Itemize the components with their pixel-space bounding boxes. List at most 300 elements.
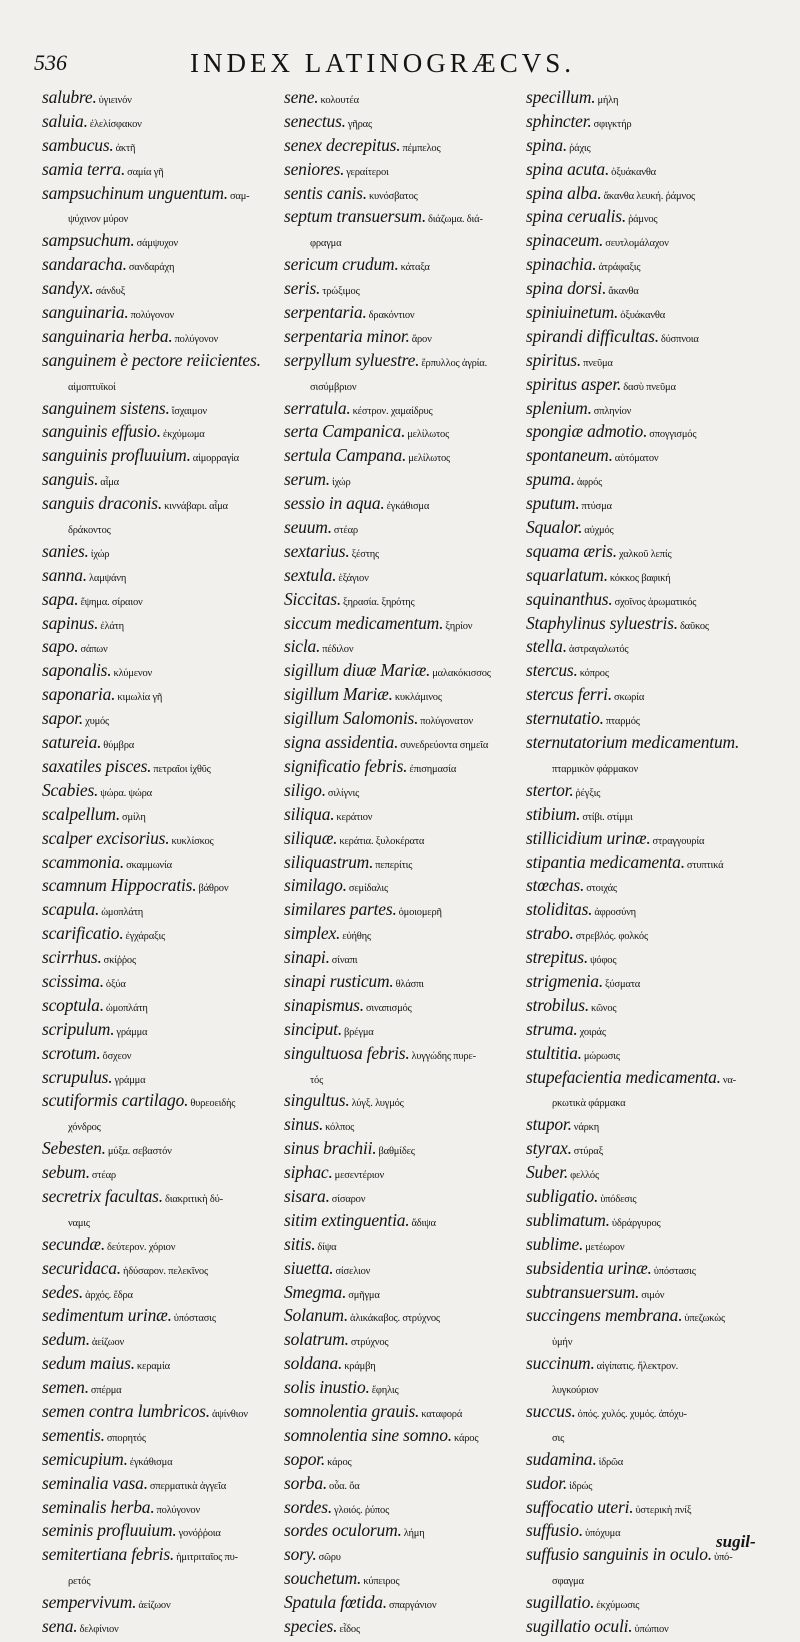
index-entry bbox=[42, 1472, 282, 1496]
greek-term: ἀτράφαξις bbox=[598, 262, 641, 274]
index-entry bbox=[42, 253, 282, 277]
latin-term: saluia. bbox=[42, 110, 88, 131]
index-entry bbox=[526, 1352, 794, 1376]
index-entry bbox=[284, 898, 524, 922]
index-entry bbox=[526, 588, 794, 612]
latin-term: sedum. bbox=[42, 1329, 90, 1350]
greek-term: πέμπελος bbox=[402, 142, 441, 154]
latin-term: suffusio. bbox=[526, 1520, 584, 1541]
index-entry-continuation bbox=[526, 1328, 794, 1352]
latin-term: succus. bbox=[526, 1400, 576, 1421]
latin-term: sinapi. bbox=[284, 947, 330, 968]
latin-term: stella. bbox=[526, 636, 567, 657]
latin-term: similago. bbox=[284, 875, 347, 896]
greek-term: ὑπόχυμα bbox=[585, 1528, 621, 1540]
index-entry bbox=[42, 707, 282, 731]
index-entry-continuation bbox=[42, 1113, 282, 1137]
greek-term: ἄρον bbox=[411, 333, 432, 345]
latin-term: spinaceum. bbox=[526, 230, 604, 251]
latin-term: serpentaria minor. bbox=[284, 325, 410, 346]
greek-term: κιμωλία γῆ bbox=[117, 692, 163, 704]
latin-term: sinus brachii. bbox=[284, 1138, 377, 1159]
latin-term: satureia. bbox=[42, 732, 102, 753]
index-entry bbox=[42, 1185, 282, 1209]
index-entry bbox=[284, 1209, 524, 1233]
greek-term: σιναπισμός bbox=[365, 1002, 412, 1014]
latin-term: sebum. bbox=[42, 1162, 90, 1183]
greek-term: αὐτόματον bbox=[614, 453, 659, 465]
greek-term: πεπερίτις bbox=[375, 859, 413, 871]
index-entry bbox=[42, 588, 282, 612]
latin-term: spinachia. bbox=[526, 254, 597, 275]
greek-term: ἱδρώς bbox=[569, 1480, 593, 1492]
index-entry bbox=[284, 86, 524, 110]
latin-term: seminalis herba. bbox=[42, 1496, 155, 1517]
greek-term: ἐκχύμωσις bbox=[596, 1600, 640, 1612]
greek-term: ἀψίνθιον bbox=[211, 1408, 248, 1420]
index-entry bbox=[284, 1281, 524, 1305]
greek-term: σαμ- bbox=[229, 190, 250, 202]
latin-term: seris. bbox=[284, 278, 321, 299]
greek-term: χυμός bbox=[85, 716, 110, 728]
index-entry bbox=[42, 946, 282, 970]
greek-term: στυπτικά bbox=[686, 859, 724, 871]
greek-term: ξηρασία. ξηρότης bbox=[343, 596, 415, 608]
latin-term: strepitus. bbox=[526, 947, 589, 968]
latin-term: serratula. bbox=[284, 397, 351, 418]
latin-term: sena. bbox=[42, 1616, 78, 1636]
greek-term: ἀστραγαλωτός bbox=[568, 644, 629, 656]
latin-term: serum. bbox=[284, 469, 330, 490]
greek-term: στρύχνος bbox=[350, 1337, 389, 1349]
greek-term: σπορητός bbox=[106, 1432, 146, 1444]
latin-term: suffusio sanguinis in oculo. bbox=[526, 1544, 712, 1565]
index-column-1 bbox=[42, 86, 282, 1639]
latin-term: scutiformis cartilago. bbox=[42, 1090, 189, 1111]
latin-term: semen contra lumbricos. bbox=[42, 1400, 210, 1421]
latin-term: siuetta. bbox=[284, 1257, 334, 1278]
greek-term: αἱμοπτυϊκοί bbox=[68, 381, 116, 393]
index-entry-continuation bbox=[42, 1567, 282, 1591]
index-entry bbox=[42, 922, 282, 946]
greek-term: σανδαράχη bbox=[128, 262, 175, 274]
greek-term: σῶρυ bbox=[318, 1552, 341, 1564]
greek-term: μελίλωτος bbox=[408, 453, 451, 465]
greek-term: δελφίνιον bbox=[79, 1624, 119, 1635]
index-entry bbox=[526, 683, 794, 707]
greek-term: σιμόν bbox=[641, 1289, 665, 1301]
catchword: sugil- bbox=[716, 1532, 756, 1551]
index-entry bbox=[42, 731, 282, 755]
greek-term: ἰχώρ bbox=[331, 477, 351, 489]
latin-term: sapa. bbox=[42, 588, 79, 609]
greek-term: κυνόσβατος bbox=[368, 190, 418, 202]
index-entry bbox=[526, 1448, 794, 1472]
latin-term: somnolentia grauis. bbox=[284, 1400, 420, 1421]
index-entry bbox=[526, 779, 794, 803]
latin-term: sempervivum. bbox=[42, 1592, 137, 1613]
index-entry bbox=[284, 922, 524, 946]
latin-term: sanguinaria. bbox=[42, 302, 129, 323]
index-entry bbox=[284, 588, 524, 612]
greek-term: ξηρίον bbox=[445, 620, 473, 632]
index-entry bbox=[42, 1400, 282, 1424]
latin-term: signa assidentia. bbox=[284, 732, 399, 753]
latin-term: seuum. bbox=[284, 517, 332, 538]
greek-term: κόπρος bbox=[579, 668, 609, 680]
greek-term: να- bbox=[722, 1074, 736, 1086]
latin-term: siliquæ. bbox=[284, 827, 338, 848]
greek-term: θύμβρα bbox=[103, 740, 135, 752]
latin-term: serpentaria. bbox=[284, 302, 367, 323]
latin-term: scamnum Hippocratis. bbox=[42, 875, 197, 896]
greek-term: σφαγμα bbox=[552, 1576, 584, 1588]
greek-term: διάζωμα. διά- bbox=[428, 214, 483, 226]
latin-term: Squalor. bbox=[526, 517, 583, 538]
index-entry bbox=[284, 755, 524, 779]
latin-term: sphincter. bbox=[526, 110, 592, 131]
greek-term: στρεβλός. φολκός bbox=[575, 931, 648, 943]
greek-term: ἄδιψα bbox=[411, 1217, 436, 1229]
latin-term: secretrix facultas. bbox=[42, 1185, 163, 1206]
latin-term: squinanthus. bbox=[526, 588, 613, 609]
greek-term: ὑπώπιον bbox=[634, 1624, 669, 1635]
latin-term: sedimentum urinæ. bbox=[42, 1305, 172, 1326]
greek-term: σπερματικὰ ἀγγεῖα bbox=[149, 1480, 227, 1492]
index-entry bbox=[526, 564, 794, 588]
latin-term: sisara. bbox=[284, 1185, 330, 1206]
index-entry bbox=[284, 1113, 524, 1137]
greek-term: στίβι. στίμμι bbox=[582, 811, 633, 823]
greek-term: σπληνίον bbox=[593, 405, 632, 417]
index-entry bbox=[526, 373, 794, 397]
greek-term: ἡδύσαρον. πελεκῖνος bbox=[122, 1265, 208, 1277]
latin-term: singultuosa febris. bbox=[284, 1042, 410, 1063]
index-entry bbox=[526, 540, 794, 564]
latin-term: somnolentia sine somno. bbox=[284, 1424, 452, 1445]
latin-term: sanguinis profluuium. bbox=[42, 445, 191, 466]
greek-term: γονόῤῥοια bbox=[178, 1528, 221, 1540]
latin-term: struma. bbox=[526, 1018, 578, 1039]
index-entry bbox=[42, 325, 282, 349]
index-entry bbox=[284, 707, 524, 731]
greek-term: ψόφος bbox=[590, 955, 617, 967]
latin-term: sinapi rusticum. bbox=[284, 970, 394, 991]
greek-term: τός bbox=[310, 1074, 324, 1086]
latin-term: sorba. bbox=[284, 1472, 328, 1493]
latin-term: souchetum. bbox=[284, 1568, 362, 1589]
latin-term: scrotum. bbox=[42, 1042, 101, 1063]
index-entry bbox=[284, 301, 524, 325]
index-entry bbox=[284, 420, 524, 444]
greek-term: σαμία γῆ bbox=[127, 166, 164, 178]
greek-term: ἀείζωον bbox=[138, 1600, 171, 1612]
index-entry bbox=[284, 1472, 524, 1496]
index-entry bbox=[526, 492, 794, 516]
latin-term: scapula. bbox=[42, 899, 100, 920]
latin-term: stipantia medicamenta. bbox=[526, 851, 685, 872]
greek-term: σχοῖνος ἀρωματικός bbox=[614, 596, 697, 608]
greek-term: σισύμβριον bbox=[310, 381, 357, 393]
greek-term: ἀφροσύνη bbox=[594, 907, 636, 919]
latin-term: stercus ferri. bbox=[526, 684, 612, 705]
index-entry bbox=[284, 1400, 524, 1424]
greek-term: εἶδος bbox=[339, 1624, 360, 1635]
greek-term: σάπων bbox=[80, 644, 108, 656]
index-entry bbox=[284, 1161, 524, 1185]
index-entry bbox=[526, 182, 794, 206]
latin-term: solatrum. bbox=[284, 1329, 349, 1350]
index-entry bbox=[284, 468, 524, 492]
greek-term: ἀκτῆ bbox=[115, 142, 136, 154]
index-entry bbox=[526, 612, 794, 636]
index-entry bbox=[284, 1376, 524, 1400]
greek-term: ξύσματα bbox=[605, 978, 641, 990]
index-entry-continuation bbox=[284, 1066, 524, 1090]
latin-term: sampsuchum. bbox=[42, 230, 135, 251]
greek-term: ἴσχαιμον bbox=[171, 405, 207, 417]
latin-term: sugillatio oculi. bbox=[526, 1616, 633, 1636]
greek-term: αἷμα bbox=[100, 477, 119, 489]
latin-term: soldana. bbox=[284, 1353, 343, 1374]
index-entry bbox=[42, 1304, 282, 1328]
latin-term: sigillum diuæ Mariæ. bbox=[284, 660, 431, 681]
latin-term: spongiæ admotio. bbox=[526, 421, 648, 442]
index-entry-continuation bbox=[42, 373, 282, 397]
greek-term: γῆρας bbox=[347, 118, 372, 130]
latin-term: sentis canis. bbox=[284, 182, 367, 203]
latin-term: succinum. bbox=[526, 1353, 595, 1374]
greek-term: ἀρχός. ἕδρα bbox=[85, 1289, 133, 1301]
index-entry bbox=[284, 1257, 524, 1281]
latin-term: sordes. bbox=[284, 1496, 333, 1517]
greek-term: κυκλάμινος bbox=[394, 692, 442, 704]
index-entry-continuation bbox=[42, 1209, 282, 1233]
index-entry bbox=[284, 1352, 524, 1376]
greek-term: κάταξα bbox=[400, 262, 430, 274]
index-entry bbox=[42, 349, 282, 373]
index-entry bbox=[42, 86, 282, 110]
greek-term: λυγγώδης πυρε- bbox=[411, 1050, 476, 1062]
index-entry bbox=[526, 134, 794, 158]
greek-term: νάρκη bbox=[573, 1122, 600, 1134]
greek-term: ὁμοιομερῆ bbox=[398, 907, 442, 919]
greek-term: ὠμοπλάτη bbox=[101, 907, 144, 919]
index-entry bbox=[284, 182, 524, 206]
index-entry bbox=[526, 301, 794, 325]
greek-term: καταφορά bbox=[421, 1408, 463, 1420]
index-entry-continuation bbox=[42, 516, 282, 540]
greek-term: μήλη bbox=[597, 95, 619, 106]
latin-term: stibium. bbox=[526, 803, 581, 824]
greek-term: βάθρον bbox=[198, 883, 229, 895]
index-entry bbox=[526, 898, 794, 922]
latin-term: sedum maius. bbox=[42, 1353, 135, 1374]
greek-term: ἐπισημασία bbox=[409, 763, 457, 775]
greek-term: θλάσπι bbox=[395, 978, 424, 990]
greek-term: μαλακόκισσος bbox=[432, 668, 491, 680]
latin-term: sudor. bbox=[526, 1472, 568, 1493]
index-entry bbox=[526, 1113, 794, 1137]
greek-term: δαῦκος bbox=[679, 620, 709, 632]
index-entry bbox=[284, 1567, 524, 1591]
index-entry bbox=[526, 229, 794, 253]
index-entry bbox=[42, 1328, 282, 1352]
latin-term: Smegma. bbox=[284, 1281, 347, 1302]
greek-term: ἕρπυλλος ἀγρία. bbox=[421, 357, 488, 369]
latin-term: semicupium. bbox=[42, 1448, 128, 1469]
greek-term: ἀφρός bbox=[576, 477, 603, 489]
greek-term: κυκλίσκος bbox=[171, 835, 214, 847]
latin-term: specillum. bbox=[526, 87, 596, 107]
latin-term: spiritus. bbox=[526, 349, 582, 370]
greek-term: ὀξύα bbox=[105, 978, 126, 990]
greek-term: σίσελιον bbox=[335, 1265, 371, 1277]
latin-term: serpyllum syluestre. bbox=[284, 349, 420, 370]
greek-term: φελλός bbox=[570, 1170, 599, 1182]
greek-term: βρέγμα bbox=[344, 1026, 374, 1038]
latin-term: spina acuta. bbox=[526, 158, 610, 179]
index-entry bbox=[42, 1615, 282, 1639]
greek-term: ἄκανθα bbox=[608, 286, 639, 298]
index-entry bbox=[42, 1591, 282, 1615]
latin-term: strabo. bbox=[526, 923, 574, 944]
index-entry bbox=[526, 86, 794, 110]
index-entry bbox=[42, 1233, 282, 1257]
index-entry bbox=[526, 1018, 794, 1042]
latin-term: spontaneum. bbox=[526, 445, 613, 466]
latin-term: stercus. bbox=[526, 660, 578, 681]
index-entry bbox=[284, 1089, 524, 1113]
index-entry bbox=[284, 253, 524, 277]
greek-term: ἐλελίσφακον bbox=[89, 118, 142, 130]
greek-term: σεμίδαλις bbox=[348, 883, 388, 895]
greek-term: σπέρμα bbox=[90, 1385, 122, 1397]
index-entry bbox=[42, 1161, 282, 1185]
greek-term: αὐχμός bbox=[584, 525, 614, 537]
index-entry bbox=[42, 1137, 282, 1161]
greek-term: ρετός bbox=[68, 1576, 91, 1588]
greek-term: πολύγονον bbox=[156, 1504, 200, 1516]
greek-term: ξέστης bbox=[351, 548, 379, 560]
greek-term: χαλκοῦ λεπίς bbox=[618, 548, 672, 560]
index-entry bbox=[526, 110, 794, 134]
latin-term: samia terra. bbox=[42, 158, 126, 179]
latin-term: sudamina. bbox=[526, 1448, 597, 1469]
greek-term: σπαργάνιον bbox=[388, 1600, 437, 1612]
latin-term: Sebesten. bbox=[42, 1138, 106, 1159]
latin-term: securidaca. bbox=[42, 1257, 121, 1278]
greek-term: μώρωσις bbox=[583, 1050, 620, 1062]
greek-term: οὖα. ὄα bbox=[329, 1480, 360, 1492]
latin-term: squarlatum. bbox=[526, 564, 608, 585]
index-entry bbox=[526, 1257, 794, 1281]
latin-term: siligo. bbox=[284, 779, 326, 800]
index-entry bbox=[42, 612, 282, 636]
index-entry bbox=[284, 827, 524, 851]
latin-term: sternutatio. bbox=[526, 708, 604, 729]
index-entry bbox=[526, 970, 794, 994]
index-column-3 bbox=[526, 86, 794, 1639]
latin-term: significatio febris. bbox=[284, 755, 408, 776]
latin-term: subtransuersum. bbox=[526, 1281, 640, 1302]
greek-term: ὑπό- bbox=[713, 1552, 733, 1564]
greek-term: αἱμορραγία bbox=[192, 453, 239, 465]
index-entry bbox=[42, 1543, 282, 1567]
index-entry bbox=[284, 277, 524, 301]
latin-term: stupor. bbox=[526, 1114, 572, 1135]
index-entry bbox=[284, 779, 524, 803]
index-entry bbox=[42, 683, 282, 707]
latin-term: scalpellum. bbox=[42, 803, 120, 824]
latin-term: stertor. bbox=[526, 779, 574, 800]
index-entry bbox=[284, 635, 524, 659]
greek-term: τρώξιμος bbox=[322, 286, 360, 298]
latin-term: scrupulus. bbox=[42, 1066, 113, 1087]
greek-term: σπογγισμός bbox=[649, 429, 697, 441]
index-entry bbox=[526, 874, 794, 898]
index-entry bbox=[42, 158, 282, 182]
index-entry bbox=[526, 1496, 794, 1520]
index-entry bbox=[284, 1615, 524, 1639]
latin-term: sanguinaria herba. bbox=[42, 325, 173, 346]
greek-term: γράμμα bbox=[114, 1074, 146, 1086]
latin-term: sapinus. bbox=[42, 612, 99, 633]
greek-term: χόνδρος bbox=[68, 1122, 101, 1134]
latin-term: Spatula fœtida. bbox=[284, 1592, 387, 1613]
latin-term: spiniuinetum. bbox=[526, 302, 619, 323]
greek-term: ὀξυάκανθα bbox=[620, 310, 666, 322]
greek-term: βαθμίδες bbox=[378, 1146, 415, 1158]
greek-term: ὑπόστασις bbox=[173, 1313, 216, 1325]
latin-term: stœchas. bbox=[526, 875, 585, 896]
latin-term: styrax. bbox=[526, 1138, 572, 1159]
latin-term: sublimatum. bbox=[526, 1209, 610, 1230]
greek-term: μελίλωτος bbox=[407, 429, 450, 441]
index-entry bbox=[42, 1424, 282, 1448]
latin-term: sambucus. bbox=[42, 134, 114, 155]
latin-term: salubre. bbox=[42, 87, 97, 107]
index-entry bbox=[526, 1472, 794, 1496]
greek-term: ἑξάγιον bbox=[338, 572, 369, 584]
latin-term: saponalis. bbox=[42, 660, 112, 681]
greek-term: δεύτερον. χόριον bbox=[107, 1241, 176, 1253]
latin-term: subligatio. bbox=[526, 1185, 599, 1206]
greek-term: πτύσμα bbox=[581, 501, 612, 513]
index-entry bbox=[42, 994, 282, 1018]
latin-term: sordes oculorum. bbox=[284, 1520, 402, 1541]
index-entry-continuation bbox=[526, 1567, 794, 1591]
latin-term: serta Campanica. bbox=[284, 421, 406, 442]
greek-term: μετέωρον bbox=[585, 1241, 625, 1253]
latin-term: spiritus asper. bbox=[526, 373, 622, 394]
greek-term: ὠμοπλάτη bbox=[105, 1002, 148, 1014]
index-entry bbox=[42, 1018, 282, 1042]
index-entry bbox=[284, 325, 524, 349]
index-entry bbox=[42, 874, 282, 898]
index-entry bbox=[42, 1042, 282, 1066]
index-entry bbox=[42, 755, 282, 779]
greek-term: λαμψάνη bbox=[89, 572, 127, 584]
latin-term: sinciput. bbox=[284, 1018, 342, 1039]
latin-term: succingens membrana. bbox=[526, 1305, 683, 1326]
greek-term: ὑγιεινόν bbox=[98, 95, 132, 106]
latin-term: species. bbox=[284, 1616, 338, 1636]
index-entry bbox=[42, 803, 282, 827]
index-entry-continuation bbox=[42, 205, 282, 229]
greek-term: γράμμα bbox=[116, 1026, 148, 1038]
index-entry bbox=[42, 1352, 282, 1376]
